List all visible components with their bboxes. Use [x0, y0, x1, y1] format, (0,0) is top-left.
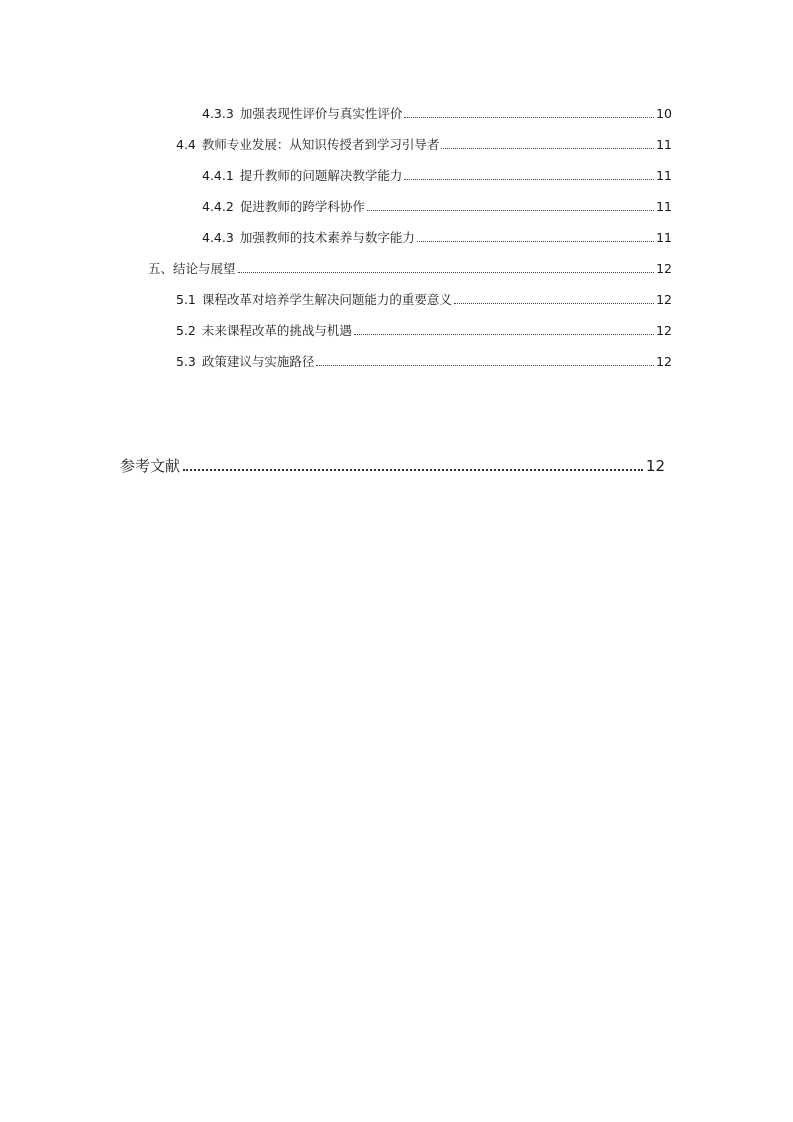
- toc-entry-number: 4.4.1: [202, 168, 234, 183]
- dot-leader: [183, 468, 643, 471]
- toc-entry-title: 课程改革对培养学生解决问题能力的重要意义: [201, 292, 452, 307]
- toc-entry-title: 教师专业发展：从知识传授者到学习引导者: [201, 137, 440, 152]
- toc-entry-page: 12: [656, 261, 672, 276]
- dot-leader: [238, 271, 655, 273]
- toc-entry-title: 政策建议与实施路径: [201, 354, 315, 369]
- references-title: 参考文献: [120, 457, 181, 475]
- toc-entry-number: 4.4: [176, 137, 196, 152]
- toc-entry-page: 12: [656, 354, 672, 369]
- toc-entry-5-1[interactable]: [176, 288, 672, 308]
- toc-entry-4-4-1[interactable]: [202, 164, 672, 184]
- toc-entry-title: 加强教师的技术素养与数字能力: [239, 230, 415, 245]
- dot-leader: [404, 178, 654, 180]
- toc-entry-5-3[interactable]: [176, 350, 672, 370]
- toc-entry-page: 10: [656, 106, 672, 121]
- dot-leader: [367, 209, 654, 211]
- toc-entry-title: 加强表现性评价与真实性评价: [239, 106, 403, 121]
- dot-leader: [417, 240, 654, 242]
- references-page: 12: [645, 457, 665, 475]
- toc-entry-page: 12: [656, 292, 672, 307]
- toc-entry-page: 11: [656, 168, 672, 183]
- toc-entry-page: 12: [656, 323, 672, 338]
- toc-entry-4-4-2[interactable]: [202, 195, 672, 215]
- toc-entry-5[interactable]: [148, 257, 672, 277]
- toc-entry-number: 4.4.3: [202, 230, 234, 245]
- toc-entry-number: 4.3.3: [202, 106, 234, 121]
- dot-leader: [316, 364, 654, 366]
- toc-entry-page: 11: [656, 137, 672, 152]
- toc-entry-title: 提升教师的问题解决教学能力: [239, 168, 403, 183]
- toc-entry-references[interactable]: [120, 452, 665, 476]
- toc-entry-number: 5.2: [176, 323, 196, 338]
- toc-entry-page: 11: [656, 230, 672, 245]
- toc-entry-number: 5.3: [176, 354, 196, 369]
- toc-entry-page: 11: [656, 199, 672, 214]
- toc-entry-title: 结论与展望: [173, 261, 236, 276]
- dot-leader: [404, 116, 654, 118]
- toc-entry-5-2[interactable]: [176, 319, 672, 339]
- toc-entry-4-4[interactable]: [176, 133, 672, 153]
- toc-entry-number: 五、: [148, 261, 174, 276]
- toc-entry-title: 促进教师的跨学科协作: [239, 199, 365, 214]
- toc-entry-number: 4.4.2: [202, 199, 234, 214]
- dot-leader: [454, 302, 654, 304]
- toc-entry-number: 5.1: [176, 292, 196, 307]
- toc-entry-4-3-3[interactable]: [202, 102, 672, 122]
- toc-entry-4-4-3[interactable]: [202, 226, 672, 246]
- toc-entry-title: 未来课程改革的挑战与机遇: [201, 323, 352, 338]
- dot-leader: [441, 147, 654, 149]
- dot-leader: [354, 333, 654, 335]
